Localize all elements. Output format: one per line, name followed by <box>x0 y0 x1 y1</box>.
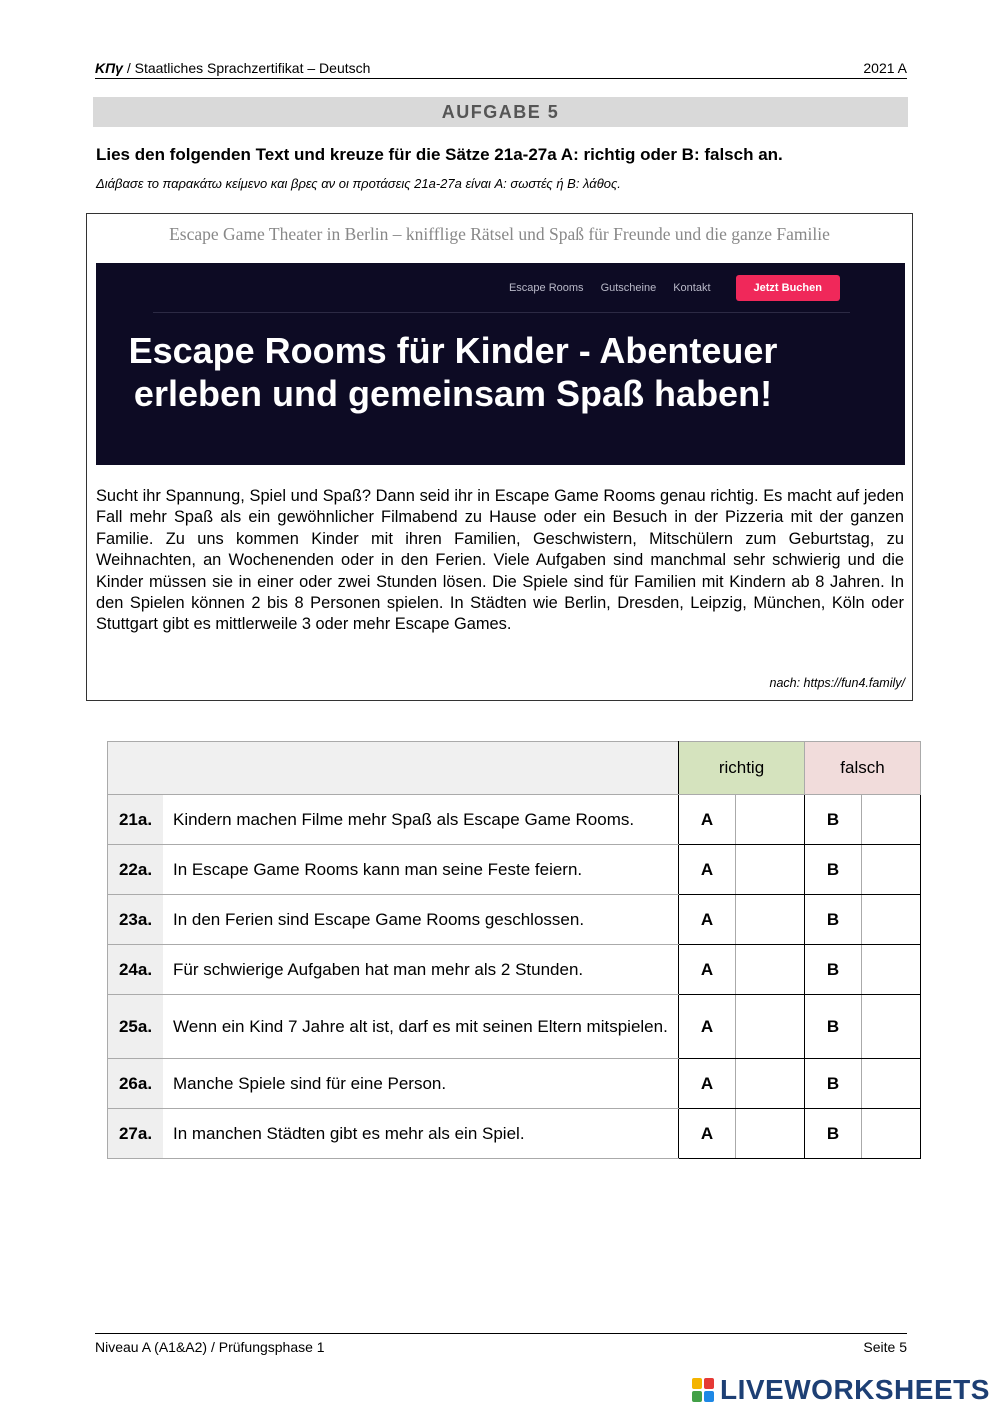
book-now-button: Jetzt Buchen <box>736 275 840 301</box>
header-blank-cell <box>108 742 679 795</box>
statement-number: 25a. <box>108 995 164 1059</box>
reading-text-body: Sucht ihr Spannung, Spiel und Spaß? Dann seid ihr in Escape Game Rooms genau richtig. Es macht auf jeden Fall mehr Spaß als ein gewöhnlicher Filmabend zu Hause oder ein Besuch in der Pizzeria mit der ganzen Familie. Zu uns kommen Kinder mit ihren Familien, Geschwistern, Mitschülern zum Geburtstag, zu Weihnachten, an Wochenenden oder in den Ferien. Viele Aufgaben sind manchmal sehr schwierig und die Kinder müssen sie in einer oder zwei Stunden lösen. Die Spiele sind für Familien mit Kindern ab 8 Jahren. In den Spielen können 2 bis 8 Personen spielen. In Städten wie Berlin, Dresden, Leipzig, München, Köln oder Stuttgart gibt es mittlerweile 3 oder mehr Escape Games. <box>96 487 904 634</box>
option-a-label: A <box>679 1109 736 1159</box>
answer-b-checkbox[interactable] <box>862 845 921 895</box>
option-b-label: B <box>805 1059 862 1109</box>
footer-level: Niveau A (A1&A2) / Prüfungsphase 1 <box>95 1339 325 1355</box>
answer-a-checkbox[interactable] <box>736 795 805 845</box>
option-b-label: B <box>805 895 862 945</box>
option-b-label: B <box>805 995 862 1059</box>
option-a-label: A <box>679 895 736 945</box>
statement-number: 23a. <box>108 895 164 945</box>
table-row <box>108 795 921 845</box>
liveworksheets-brand <box>692 1375 990 1405</box>
reading-text-box <box>86 213 913 701</box>
answer-a-checkbox[interactable] <box>736 995 805 1059</box>
option-a-label: A <box>679 845 736 895</box>
statement-text: In Escape Game Rooms kann man seine Feste feiern. <box>163 845 679 895</box>
header-subtitle: / Staatliches Sprachzertifikat – Deutsch <box>122 60 371 76</box>
answer-a-checkbox[interactable] <box>736 945 805 995</box>
task-heading: AUFGABE 5 <box>93 97 908 127</box>
table-row <box>108 895 921 945</box>
statement-text: Kindern machen Filme mehr Spaß als Escape Game Rooms. <box>163 795 679 845</box>
website-banner <box>96 263 905 465</box>
answer-b-checkbox[interactable] <box>862 945 921 995</box>
statement-text: Für schwierige Aufgaben hat man mehr als 2 Stunden. <box>163 945 679 995</box>
banner-headline: Escape Rooms für Kinder - Abenteuer erleben und gemeinsam Spaß haben! <box>128 330 778 414</box>
answer-b-checkbox[interactable] <box>862 795 921 845</box>
statement-text: Manche Spiele sind für eine Person. <box>163 1059 679 1109</box>
column-richtig: richtig <box>679 742 805 795</box>
answer-b-checkbox[interactable] <box>862 1109 921 1159</box>
table-row <box>108 845 921 895</box>
header-org: ΚΠγ <box>95 60 123 76</box>
nav-kontakt: Kontakt <box>673 282 711 294</box>
liveworksheets-wordmark: LIVEWORKSHEETS <box>720 1374 990 1405</box>
option-a-label: A <box>679 795 736 845</box>
answer-a-checkbox[interactable] <box>736 1109 805 1159</box>
statement-text: In den Ferien sind Escape Game Rooms geschlossen. <box>163 895 679 945</box>
option-b-label: B <box>805 795 862 845</box>
page-footer <box>95 1333 907 1355</box>
option-a-label: A <box>679 945 736 995</box>
table-row <box>108 945 921 995</box>
option-a-label: A <box>679 995 736 1059</box>
nav-escape-rooms: Escape Rooms <box>508 282 584 294</box>
header-year: 2021 A <box>863 60 907 76</box>
banner-divider <box>153 312 850 313</box>
statement-number: 22a. <box>108 845 164 895</box>
option-a-label: A <box>679 1059 736 1109</box>
statement-number: 27a. <box>108 1109 164 1159</box>
answer-a-checkbox[interactable] <box>736 845 805 895</box>
answer-b-checkbox[interactable] <box>862 995 921 1059</box>
answer-a-checkbox[interactable] <box>736 895 805 945</box>
answer-table <box>107 741 921 1159</box>
option-b-label: B <box>805 1109 862 1159</box>
table-row <box>108 1059 921 1109</box>
text-title: Escape Game Theater in Berlin – knifflige Rätsel und Spaß für Freunde und die ganze Familie <box>169 224 830 244</box>
statement-number: 26a. <box>108 1059 164 1109</box>
page-header <box>95 58 907 79</box>
answer-a-checkbox[interactable] <box>736 1059 805 1109</box>
instruction-greek: Διάβασε το παρακάτω κείμενο και βρες αν οι προτάσεις 21a-27a είναι A: σωστές ή B: λάθος. <box>96 176 621 191</box>
nav-gutscheine: Gutscheine <box>600 282 657 294</box>
column-falsch: falsch <box>805 742 921 795</box>
table-row <box>108 1109 921 1159</box>
text-source: nach: https://fun4.family/ <box>769 676 905 690</box>
answer-b-checkbox[interactable] <box>862 1059 921 1109</box>
statement-text: Wenn ein Kind 7 Jahre alt ist, darf es mit seinen Eltern mitspielen. <box>163 995 679 1059</box>
instruction-german: Lies den folgenden Text und kreuze für die Sätze 21a-27a A: richtig oder B: falsch an. <box>96 145 783 164</box>
option-b-label: B <box>805 845 862 895</box>
option-b-label: B <box>805 945 862 995</box>
liveworksheets-logo-icon <box>692 1378 714 1402</box>
footer-page: Seite 5 <box>863 1339 907 1355</box>
answer-b-checkbox[interactable] <box>862 895 921 945</box>
table-row <box>108 995 921 1059</box>
answer-table-header <box>108 742 921 795</box>
header-title <box>95 60 370 76</box>
statement-text: In manchen Städten gibt es mehr als ein Spiel. <box>163 1109 679 1159</box>
statement-number: 21a. <box>108 795 164 845</box>
banner-nav <box>509 275 840 301</box>
statement-number: 24a. <box>108 945 164 995</box>
